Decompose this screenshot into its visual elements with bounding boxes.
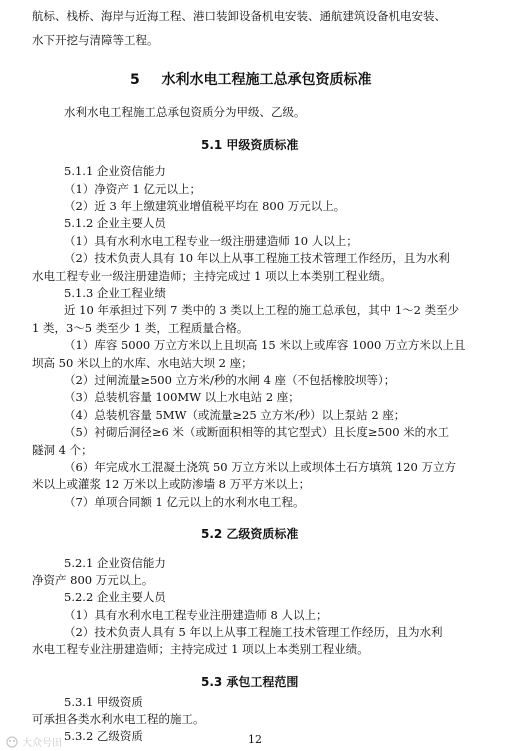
grade-a-heading: 5.1 甲级资质标准 — [201, 138, 299, 152]
section-summary: 水利水电工程施工总承包资质分为甲级、乙级。 — [64, 105, 306, 119]
grade-a-line: （2）过闸流量≥500 立方米/秒的水闸 4 座（不包括橡胶坝等）； — [64, 373, 396, 387]
grade-a-line: （2）技术负责人具有 10 年以上从事工程施工技术管理工作经历，且为水利 — [64, 251, 450, 265]
grade-a-line: （7）单项合同额 1 亿元以上的水利水电工程。 — [64, 495, 305, 509]
page-number: 12 — [248, 733, 262, 746]
section-title-text: 水利水电工程施工总承包资质标准 — [161, 72, 372, 88]
grade-a-line: （1）库容 5000 万立方米以上且坝高 15 米以上或库容 1000 万立方米以上且 — [64, 338, 466, 352]
grade-a-line: （1）具有水利水电工程专业一级注册建造师 10 人以上； — [64, 234, 358, 248]
grade-b-heading: 5.2 乙级资质标准 — [201, 527, 299, 541]
watermark — [6, 734, 62, 749]
intro-line: 航标、栈桥、海岸与近海工程、港口装卸设备机电安装、通航建筑设备机电安装、 — [32, 9, 446, 23]
section-number: 5 — [130, 72, 140, 88]
scope-line: 可承担各类水利水电工程的施工。 — [32, 712, 205, 726]
grade-a-line: 水电工程专业一级注册建造师；主持完成过 1 项以上本类别工程业绩。 — [32, 269, 392, 283]
grade-a-line: 隧洞 4 个； — [32, 443, 93, 457]
grade-b-line: （2）技术负责人具有 5 年以上从事工程施工技术管理工作经历，且为水利 — [64, 625, 443, 639]
grade-a-line: 1 类，3～5 类至少 1 类，工程质量合格。 — [32, 321, 249, 335]
scope-line: 5.3.1 甲级资质 — [64, 695, 143, 709]
grade-a-line: （4）总装机容量 5MW（或流量≥25 立方米/秒）以上泵站 2 座； — [64, 408, 406, 422]
grade-a-line: 米以上或灌浆 12 万米以上或防渗墙 8 万平方米以上； — [32, 477, 311, 491]
scope-heading: 5.3 承包工程范围 — [201, 675, 299, 689]
grade-a-line: （3）总装机容量 100MW 以上水电站 2 座； — [64, 390, 300, 404]
scope-line: 5.3.2 乙级资质 — [64, 729, 143, 743]
grade-a-line: 5.1.3 企业工程业绩 — [64, 286, 166, 300]
grade-a-line: （5）衬砌后洞径≥6 米（或断面积相等的其它型式）且长度≥500 米的水工 — [64, 425, 450, 439]
grade-b-line: 5.2.2 企业主要人员 — [64, 590, 166, 604]
watermark-text: 大众号田 — [22, 738, 62, 749]
grade-a-line: 近 10 年承担过下列 7 类中的 3 类以上工程的施工总承包，其中 1～2 类至少 — [64, 303, 460, 317]
grade-a-line: 5.1.1 企业资信能力 — [64, 164, 166, 178]
intro-line: 水下开挖与清障等工程。 — [32, 33, 159, 47]
grade-b-line: 5.2.1 企业资信能力 — [64, 556, 166, 570]
grade-b-line: （1）具有水利水电工程专业注册建造师 8 人以上； — [64, 608, 328, 622]
watermark-icon — [6, 736, 18, 748]
grade-a-line: 5.1.2 企业主要人员 — [64, 216, 166, 230]
grade-a-line: （6）年完成水工混凝土浇筑 50 万立方米以上或坝体土石方填筑 120 万立方 — [64, 460, 457, 474]
grade-b-line: 净资产 800 万元以上。 — [32, 573, 154, 587]
grade-a-line: （2）近 3 年上缴建筑业增值税平均在 800 万元以上。 — [64, 199, 346, 213]
section-title — [130, 69, 372, 89]
grade-a-line: 坝高 50 米以上的水库、水电站大坝 2 座； — [32, 356, 253, 370]
grade-a-line: （1）净资产 1 亿元以上； — [64, 182, 201, 196]
grade-b-line: 水电工程专业注册建造师；主持完成过 1 项以上本类别工程业绩。 — [32, 642, 369, 656]
